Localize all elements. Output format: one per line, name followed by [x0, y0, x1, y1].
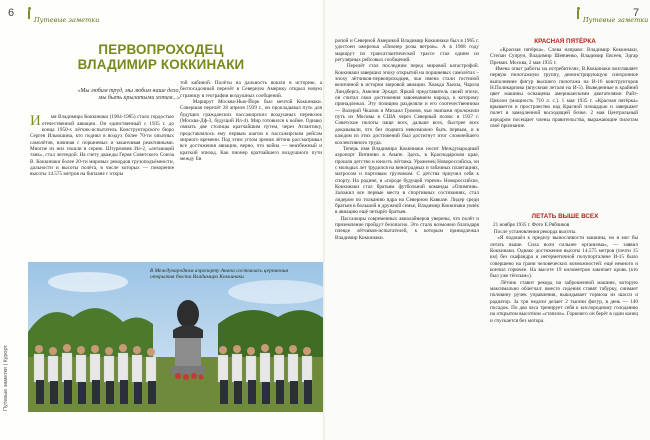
article-title-line2: ВЛАДИМИР КОККИНАКИ: [77, 57, 245, 72]
monument-photo: [28, 262, 326, 412]
right-magazine-name: Путевые заметки: [583, 16, 649, 24]
right-column-2b: После установления рекорда высоты. «Я подошёл к пределу выносливости машины, но я мог бы летать выше. Сила воли сильнее организма», — заявил Коккинаки. Однако достижение высоты 14.575 метров (почти 15 км) без скафандра и негерметичной полупорталине И-15 было совершено на грани человеческих возможностей: ещё немного и кончил горючее. На высоте 19 километров закипает кровь (кто был уже тёплым»). Лётчик ставит рекорд на заброшенной машине, которую максимально облегчал: вместо сидения ставят табурку, снимает половину ручек управления, выкидывает тормоза из шасси и радиатор. За три недели делает 2 тысячи фигур, в день — 140 посадок. По два часа тренирует себя к кислородному голоданию на открытом высотном «стапеле». Горючего он берёт в один конец и спускается без мотора.: [490, 229, 638, 324]
traveler-figure-icon: [26, 7, 32, 19]
traveler-figure-icon: [575, 7, 581, 19]
vertical-footer-text: Путевые заметки | Курорт: [3, 345, 9, 411]
right-column-2a: «Красная пятёрка». Слева направо: Владимир Коккинаки, Степан Супрун, Владимир Шевченко, Владимир Евсеев, Эдгар Преман. Москва, 2 мая 1935 г. Имена опыт работы на истребителях, В.Коккинаки возглавляет первую пилотажную группу, демонстрирующую синхронное выполнение фигур высшего пилотажа на И-16 конструкторов Н.Поликарпова (впускная летали на И-5). Выведенные в крайний цвет машины оснащены американскими двигателями Райт-Циклон (мощность 710 л. с.). 1 мая 1935 г. «Красная пятёрка» врывается в пространство над Красной площадью и завершает полет в замедленной восходящей бочке. 2 мая Центральный аэродром посещает члены правительства, выражающие пилотам своё признание.: [490, 47, 639, 130]
vertical-footer: [0, 330, 10, 430]
right-page: [325, 0, 650, 440]
left-column-1-text: мя Владимира Коккинаки (1904-1985) стало гордостью отечественной авиации. Он единственный с 1935 г. до конца 1950-х лётчик-испытатель Конструкторского бюро Сергея Ильюшина, кто поднял в воздух более 70-ти опытных самолётов, начиная с поршневых и заканчивая реактивными. Многие из них пошли в серию. Штурмовик Ил-2, «летающий танк», стал легендой. На счету дважды Героя Советского Союза В. Коккинаки более 20-ти мировых рекордов грузоподъёмности, дальности и высоты полёта, в числе которых — покорение высоты 14.575 метров на биплане с откры: [30, 114, 176, 178]
left-column-2: той кабиной. Полёты на дальность вошли в историю, а беспосадочный перелёт в Северную Америку открыл новую страницу в географии воздушных сообщений. Маршрут Москва-Нью-Йорк был мечтой Коккинаки. Совершая перелёт 28 апреля 1939 г., он прокладывал путь для будущих гражданских пассажирских воздушных перевозок (Москва-Дф-3, будущий Ил-4). Мир готовился к войне. Однако связать две столицы кратчайшим путем, через Атлантику, представлялось ему первым шагом к пассажирским рейсам мирного времени. Под этим углом зрения лётчик рассматривал все достижения авиации, верно, что война — неизбежный и краткий эпизод. Как пионер кратчайшего воздушного пути между Ев: [180, 80, 322, 163]
section-title-red-five: КРАСНАЯ ПЯТЁРКА: [534, 38, 596, 45]
left-running-head: [0, 6, 325, 24]
photo-caption: В Международном аэропорту Анапа состоялась церемония открытия бюста Владимира Коккинаки: [150, 268, 288, 281]
article-title: [36, 42, 286, 72]
left-page-number: 6: [8, 7, 15, 19]
right-column-1: ропой и Северной Америкой Владимир Коккинаки был в 1965 г. удостоен ожерелья «Пионер розы ветров». А в 1968 году маршрут по трансатлантической трассе стал одним из регулярных рейсовых сообщений. Перелёт стал последним перед мировой катастрофой. Коккинаки завершил эпоху открытий на поршневых самолётах – эпоху лётчиков-первопроходцев, чьи имена стали гостиной величиной в истории мировой авиации. Хоакда Хьюза, Чарлза Линдберга, Амелии Эрхарт. Яркий представитель своей эпохи, он считал свои достижения завоеванием народа, к которому принадлежал. Эту позицию разделяли и его соотечественники — Валерий Чкалов и Михаил Громов, чьи экипажи проложили путь из Москвы в США через Северный полюс в 1937 г. Советские пилоты чаще всех, дальше всех, быстрее всех доказывали, что без подвига невозможно быть первым, и в каждом из этих достижений был достигнут итог сложнейшего коллективного труда. Теперь имя Владимира Коккинаки носит Международный аэропорт Витязево в Анапе. Здесь, в Краснодарском крае, прошли детство и юность лётчика. Уроженец Новороссийска, он с молодых лет трудился на виноградных и табачных плантациях, матросом и портовым грузчиком. С детства приучил себя к спорту. На родине, в «городе будущей горечи» Новороссийске, Коккинаки стал братьям футбольной команды «Олимпия». Заложил все первые места в спортивных состязаниях, стал лидером по толканию ядра на Северном Кавказе. Лидер среди братьев в большой и дружной семье, Владимир Коккинаки увлёк в авиацию ещё четырёх братьев. Пассажиры современных авиалайнеров уверены, что полёт и приземление пройдут безопасно. Это стало возможно благодаря плеяде лётчиков-испытателей, к которым принадлежал Владимир Коккинаки.: [335, 38, 479, 241]
drop-cap: И: [30, 113, 41, 130]
article-title-line1: ПЕРВОПРОХОДЕЦ: [98, 42, 224, 57]
photo-credit: 21 ноября 1935 г. Фото Е.Рябчиков: [493, 222, 570, 228]
monument-photo-illustration: [28, 262, 326, 412]
left-column-1: [30, 108, 174, 260]
section-title-fly-higher: ЛЕТАТЬ ВЫШЕ ВСЕХ: [531, 213, 599, 220]
right-page-number: 7: [633, 7, 640, 19]
left-magazine-name: Путевые заметки: [34, 16, 100, 24]
epigraph: «Мы любим труд, мы любим наше дело, мы быть крылатыми хотим...»: [77, 88, 180, 101]
right-running-head: [325, 6, 650, 24]
